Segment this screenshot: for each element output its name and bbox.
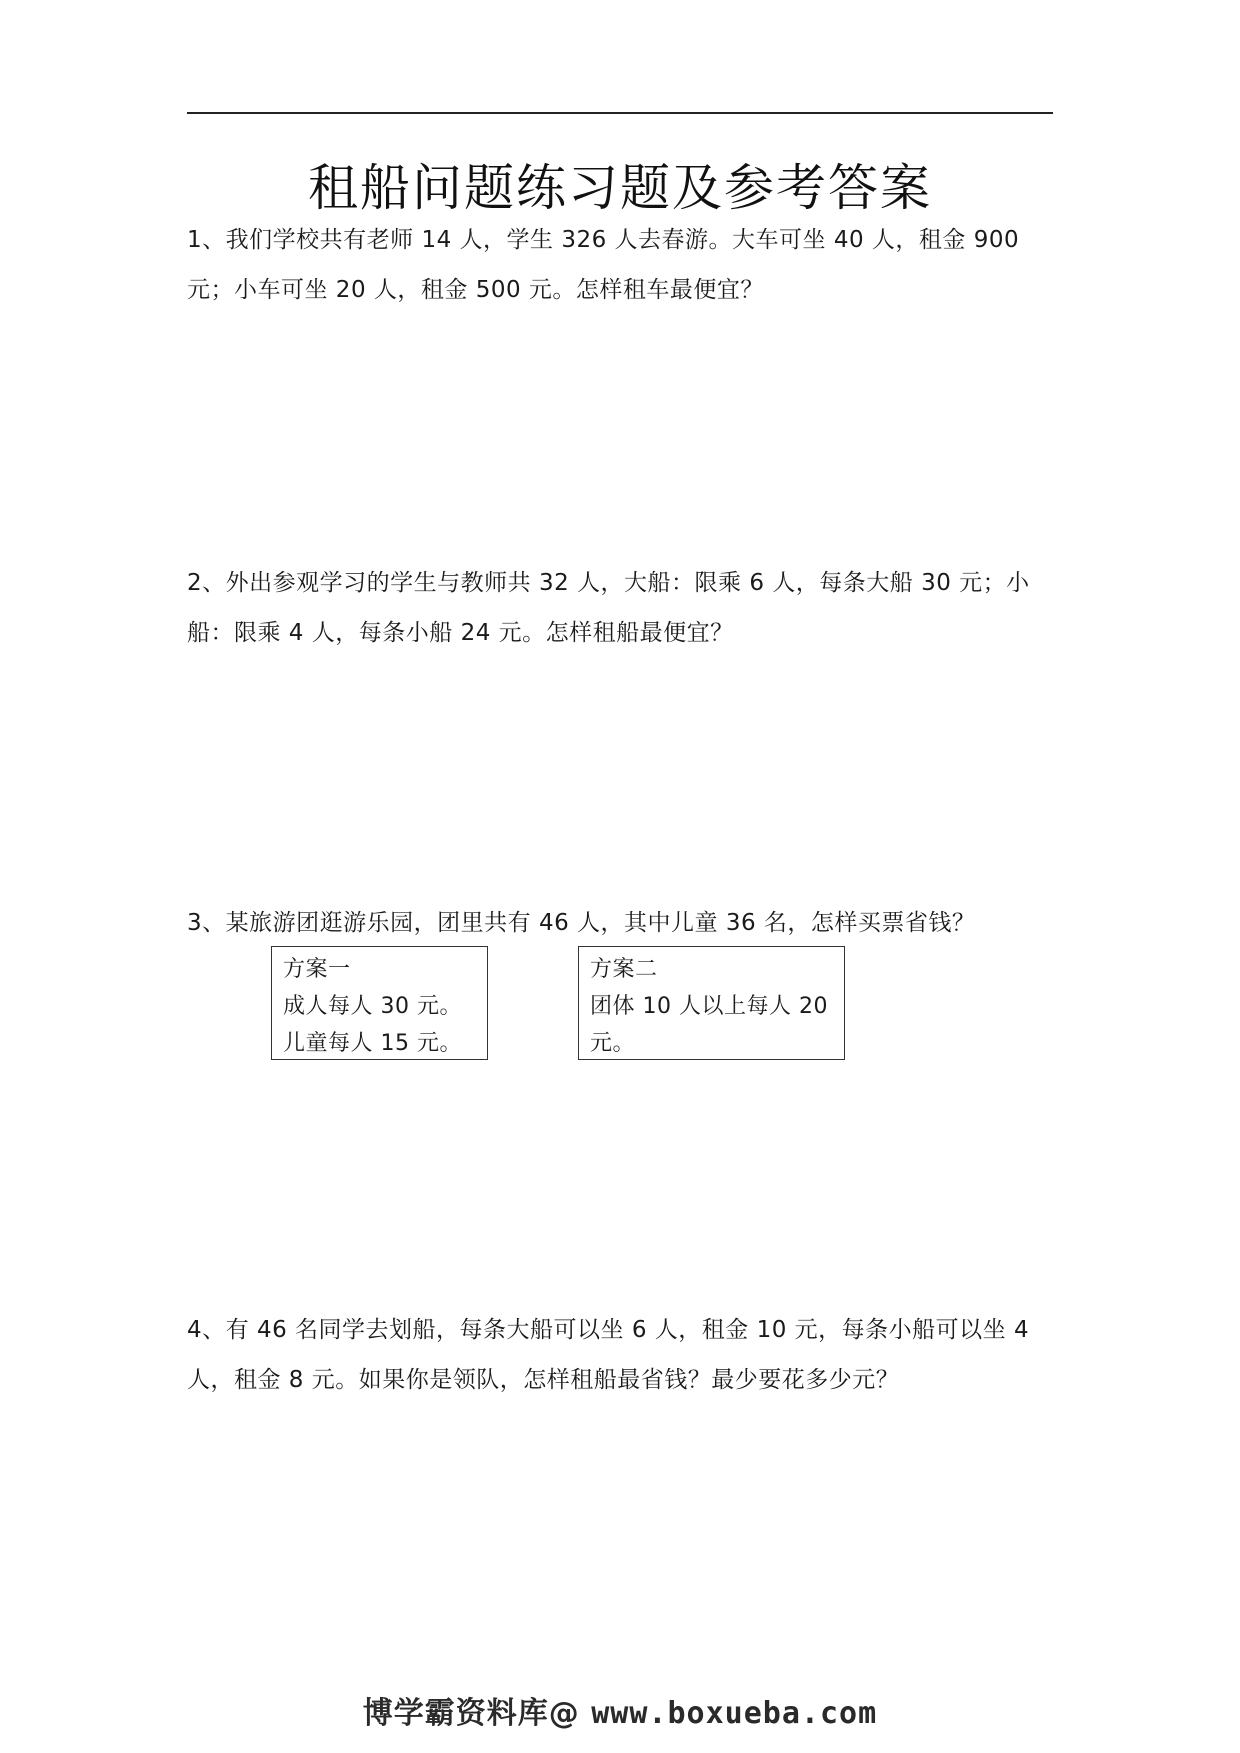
header-rule <box>187 112 1053 114</box>
watermark-url: www.boxueba.com <box>591 1696 878 1731</box>
plan-one-box <box>271 946 488 1060</box>
plan-one-adult-price: 成人每人 30 元。 <box>283 994 462 1019</box>
plan-one-title: 方案一 <box>283 957 351 982</box>
question-1: 1、我们学校共有老师 14 人，学生 326 人去春游。大车可坐 40 人，租金 900 元；小车可坐 20 人，租金 500 元。怎样租车最便宜？ <box>187 227 1020 303</box>
plan-two-group-price: 团体 10 人以上每人 20 元。 <box>590 994 828 1056</box>
page-title: 租船问题练习题及参考答案 <box>308 159 932 217</box>
question-2: 2、外出参观学习的学生与教师共 32 人，大船：限乘 6 人，每条大船 30 元；小船：限乘 4 人，每条小船 24 元。怎样租船最便宜？ <box>187 570 1030 646</box>
plan-two-box <box>578 946 845 1060</box>
plan-one-child-price: 儿童每人 15 元。 <box>283 1031 462 1056</box>
footer-watermark <box>0 1688 1240 1732</box>
question-3: 3、某旅游团逛游乐园，团里共有 46 人，其中儿童 36 名，怎样买票省钱？ <box>187 910 976 936</box>
question-4: 4、有 46 名同学去划船，每条大船可以坐 6 人，租金 10 元，每条小船可以坐 4 人，租金 8 元。如果你是领队，怎样租船最省钱？最少要花多少元？ <box>187 1317 1030 1393</box>
plan-two-title: 方案二 <box>590 957 658 982</box>
watermark-source: 博学霸资料库@ <box>362 1696 580 1731</box>
